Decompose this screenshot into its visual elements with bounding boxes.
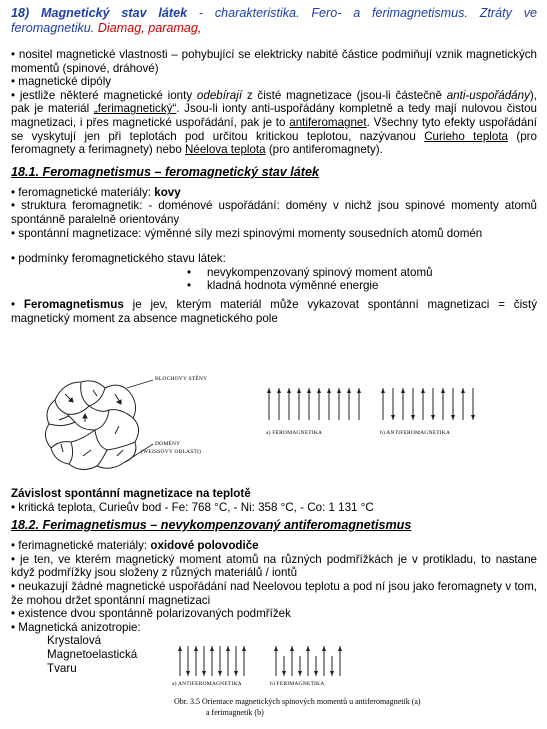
spin-arrow-up (401, 388, 405, 420)
spin-arrow-down (298, 656, 302, 676)
sec1-structure: • struktura feromagnetik: - doménové uspořádání: domény v nichž jsou spinové momenty atomů spontánně paralelně orientovány (11, 199, 537, 226)
intro-bullet-1: • nositel magnetické vlastnosti – pohybující se elektricky nabité částice podmiňují vznik magnetických momentů (spinové, dráhové) (11, 48, 537, 75)
text-span: (pro antiferomagnety). (265, 143, 383, 157)
condition-item-2: • kladná hodnota výměnné energie (187, 279, 537, 293)
sec1-spontaneous: • spontánní magnetizace: výměnné síly mezi spinovými momenty sousedních atomů domén (11, 226, 483, 240)
spin-arrow-up (347, 388, 351, 420)
sec2-bullet-4: • Magnetická anizotropie: (11, 620, 141, 634)
page-title (11, 6, 537, 36)
spin-arrow-up (306, 646, 310, 676)
spin-arrow-down (234, 646, 238, 676)
sec1-materials (11, 186, 537, 200)
spin-arrow-up (210, 646, 214, 676)
spin-arrow-up (322, 646, 326, 676)
spin-arrow-up (194, 646, 198, 676)
conditions-list (11, 266, 537, 293)
spin-arrow-down (202, 646, 206, 676)
spin-arrow-up (267, 388, 271, 420)
figure-caption-line-1: Obr. 3.5 Orientace magnetických spinových momentů u antiferomagnetik (a) (174, 697, 421, 706)
sec2-bullet-1: • je ten, ve kterém magnetický moment atomů na různých podmřížkách je v protikladu, to nastane když podmřížky jsou složeny z různých materiálů / iontů (11, 552, 537, 580)
temp-heading: Závislost spontánní magnetizace na teplotě (11, 487, 251, 500)
label-domains: DOMÉNY (155, 441, 181, 447)
spin-arrow-up (226, 646, 230, 676)
section-1-heading: 18.1. Feromagnetismus – feromagnetický stav látek (11, 164, 319, 179)
caption-antiferro-2: a) ANTIFEROMAGNETIKA (172, 681, 242, 687)
spin-arrow-down (471, 388, 475, 420)
figure-ferri (150, 640, 490, 724)
anisotropy-item-2: Magnetoelastická (47, 647, 138, 661)
text-span: ), pak je materiál (11, 88, 537, 116)
caption-antiferro: b) ANTIFEROMAGNETIKA (380, 430, 451, 436)
section-2-heading: 18.2. Ferimagnetismus – nevykompenzovaný antiferomagnetismus (11, 518, 412, 533)
intro-bullet-3 (11, 89, 537, 157)
sec1-feromagnetism-def: • Feromagnetismus je jev, kterým materiál může vykazovat spontánní magnetizaci = čistý magnetický moment za absence magnetického pole (11, 297, 537, 325)
intro-bullet-2: • magnetické dipóly (11, 75, 112, 89)
text-span: • jestliže některé magnetické ionty (11, 88, 197, 102)
spin-arrow-up (421, 388, 425, 420)
domains-diagram (35, 370, 535, 480)
spin-arrow-up (290, 646, 294, 676)
spin-arrow-up (178, 646, 182, 676)
figure-domains (35, 370, 535, 480)
antiferromagnetic-arrows (381, 388, 475, 420)
spin-arrow-down (411, 388, 415, 420)
label-walls: BLOCHOVY STĚNY (155, 376, 208, 382)
sec2-materials (11, 539, 537, 553)
ferrimagnetic-arrows (274, 646, 342, 676)
spin-arrow-down (314, 656, 318, 676)
spin-arrow-down (330, 656, 334, 676)
spin-arrow-up (441, 388, 445, 420)
spin-arrow-up (307, 388, 311, 420)
document-page (11, 6, 537, 325)
ferromagnetic-arrows (267, 388, 361, 420)
spin-arrow-up (317, 388, 321, 420)
spin-arrow-up (327, 388, 331, 420)
text-span: • ferimagnetické materiály: (11, 539, 151, 553)
title-prefix: 18) Magnetický stav látek (11, 6, 188, 20)
sec2-bullet-3: • existence dvou spontánně polarizovaných podmřížek (11, 607, 291, 621)
text-span: je jev, kterým materiál může vykazovat spontánní magnetizaci = čistý magnetický moment za absence magnetického pole (11, 297, 537, 325)
temp-critical: • kritická teplota, Curieův bod - Fe: 768 °C, - Ni: 358 °C, - Co: 1 131 °C (11, 500, 374, 514)
sec1-conditions: • podmínky feromagnetického stavu látek: (11, 252, 226, 266)
figure-caption-line-2: a ferimagnetik (b) (206, 708, 264, 717)
spin-arrow-up (287, 388, 291, 420)
spin-arrow-down (451, 388, 455, 420)
spin-arrow-up (242, 646, 246, 676)
text-span: odebírají (196, 88, 243, 102)
condition-item-1: • nevykompenzovaný spinový moment atomů (187, 266, 537, 280)
spin-arrow-down (282, 656, 286, 676)
spin-arrow-up (381, 388, 385, 420)
text-span: . Jsou-li ionty anti-uspořádány kompletně a tedy mají nulovou čistou magnetizaci, i přes magnetické uspořádání, pak je to (11, 102, 537, 129)
term-curie: Curieho teplota (424, 129, 508, 143)
anisotropy-item-3: Tvaru (47, 661, 77, 675)
caption-ferri: b) FERIMAGNETIKA (270, 681, 325, 687)
spin-arrow-down (391, 388, 395, 420)
term-neel: Néelova teplota (185, 143, 266, 157)
anisotropy-item-1: Krystalová (47, 634, 102, 648)
ferri-diagram (150, 640, 490, 724)
text-span: • feromagnetické materiály: (11, 185, 155, 199)
text-span: Feromagnetismus (23, 297, 124, 311)
text-span: anti-uspořádány (446, 88, 530, 102)
label-domains-2: (WEISSOVY OBLASTI) (141, 449, 202, 455)
spin-arrow-up (357, 388, 361, 420)
term-antiferomagnet: antiferomagnet (289, 115, 367, 129)
sec2-bullet-2: • neukazují žádné magnetické uspořádání nad Neelovou teplotu a pod ní jsou jako feromagnety v tom, že mohou držet spontánní magnetizaci (11, 579, 537, 607)
text-span: oxidové polovodiče (150, 539, 259, 553)
caption-ferro: a) FEROMAGNETIKA (266, 430, 323, 436)
title-suffix: - charakteristika. Fero- a ferimagnetismus. Ztráty ve feromagnetiku. (11, 6, 538, 35)
spin-arrow-up (274, 646, 278, 676)
spin-arrow-up (338, 646, 342, 676)
walls-leader (127, 380, 153, 388)
text-span: kovy (154, 185, 181, 199)
spin-arrow-down (218, 646, 222, 676)
text-span: (pro feromagnety a ferimagnety) nebo (11, 129, 537, 157)
spin-arrow-down (431, 388, 435, 420)
spin-arrow-down (186, 646, 190, 676)
spin-arrow-up (277, 388, 281, 420)
title-red-note: Diamag, paramag, (94, 21, 202, 35)
text-span: . Všechny tyto efekty uspořádání se vyskytují jen při teplotách pod určitou kritickou teplotou, nazývanou (11, 115, 537, 143)
term-ferimagnetic: „ferimagnetický“ (93, 102, 177, 116)
antiferromagnetic-arrows-2 (178, 646, 246, 676)
text-span: z čisté magnetizace (jsou-li částečně (242, 88, 447, 102)
spin-arrow-up (337, 388, 341, 420)
spin-arrow-up (297, 388, 301, 420)
spin-arrow-up (461, 388, 465, 420)
